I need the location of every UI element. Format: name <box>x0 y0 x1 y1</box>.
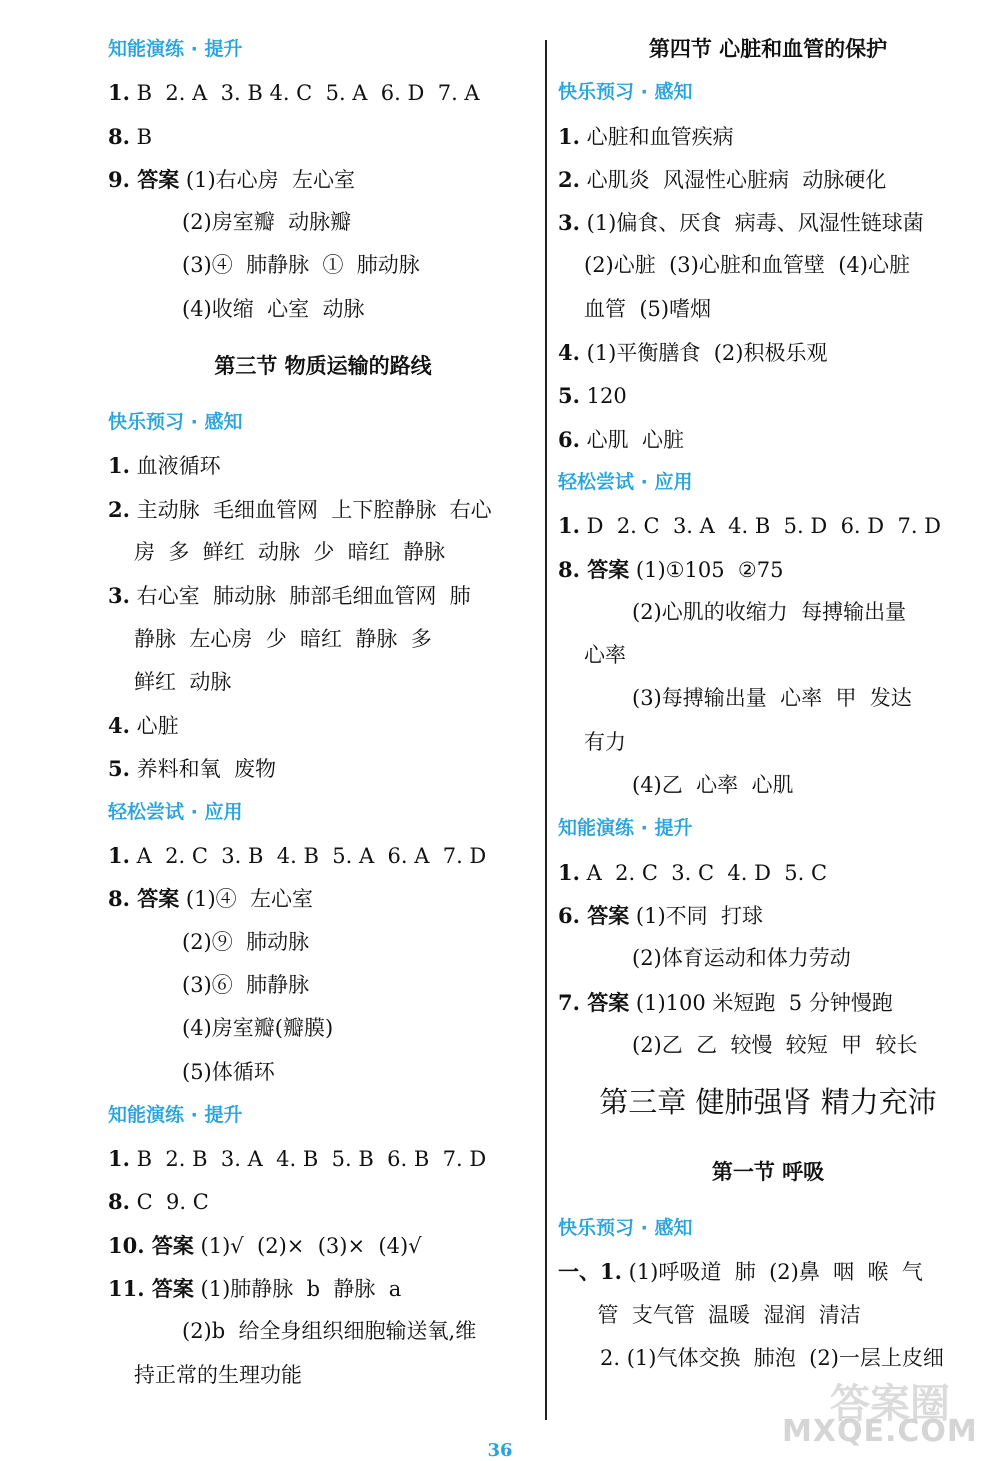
answer-text: 心肌 心脏 <box>586 427 684 452</box>
section-title: 第三节 物质运输的路线 <box>214 354 432 379</box>
question-number: 1. <box>108 843 130 869</box>
question-number: 1. <box>108 453 130 479</box>
answer-line <box>108 1354 538 1397</box>
question-number: 8. <box>108 1189 130 1215</box>
answer-line <box>558 677 978 720</box>
answer-line <box>108 921 538 964</box>
question-number: 一、1. <box>558 1259 622 1285</box>
answer-line <box>558 981 978 1024</box>
question-number: 10. 答案 <box>108 1232 194 1258</box>
answer-text: 2. (1)气体交换 肺泡 (2)一层上皮细 <box>600 1346 944 1371</box>
answer-text: 心率 <box>584 643 626 668</box>
answer-line <box>108 964 538 1007</box>
answer-text: 管 支气管 温暖 湿润 清洁 <box>584 1302 861 1327</box>
answer-text: 120 <box>586 384 627 409</box>
answer-line <box>558 331 978 374</box>
answer-line <box>108 1267 538 1310</box>
answer-line <box>558 851 978 894</box>
question-number: 3. <box>558 210 580 236</box>
answer-text: (1)④ 左心室 <box>185 887 314 912</box>
answer-text: (2)房室瓣 动脉瓣 <box>182 210 352 235</box>
watermark-text: MXQE.COM <box>782 1414 978 1449</box>
question-number: 1. <box>108 1146 130 1172</box>
answer-text: (4)房室瓣(瓣膜) <box>182 1016 334 1041</box>
section-heading: 知能演练 · 提升 <box>108 38 243 60</box>
answer-text: D 2. C 3. A 4. B 5. D 6. D 7. D <box>586 514 942 539</box>
answer-text: 静脉 左心房 少 暗红 静脉 多 <box>134 626 432 651</box>
answer-text: 心肌炎 风湿性心脏病 动脉硬化 <box>586 167 887 192</box>
answer-line <box>108 574 538 617</box>
answer-line <box>108 201 538 244</box>
answer-text: (4)收缩 心室 动脉 <box>182 296 365 321</box>
answer-text: A 2. C 3. C 4. D 5. C <box>586 860 828 885</box>
answer-line <box>558 288 978 331</box>
answer-text: B <box>136 124 153 149</box>
answer-text: 养料和氧 废物 <box>136 757 276 782</box>
question-number: 1. <box>108 80 130 106</box>
question-number: 2. <box>108 496 130 522</box>
answer-line <box>558 548 978 591</box>
answer-text: B 2. A 3. B 4. C 5. A 6. D 7. A <box>136 81 480 106</box>
answer-text: (2)体育运动和体力劳动 <box>632 946 851 971</box>
answer-text: 主动脉 毛细血管网 上下腔静脉 右心 <box>136 497 492 522</box>
answer-text: (1)肺静脉 b 静脉 a <box>200 1277 402 1302</box>
answer-line <box>108 834 538 877</box>
section-title: 第四节 心脏和血管的保护 <box>648 37 888 61</box>
answer-text: A 2. C 3. B 4. B 5. A 6. A 7. D <box>136 844 487 869</box>
section-heading: 快乐预习 · 感知 <box>108 411 243 434</box>
question-number: 1. <box>558 513 580 539</box>
answer-line <box>558 764 978 807</box>
section-heading: 知能演练 · 提升 <box>558 817 693 840</box>
question-number: 11. 答案 <box>108 1276 194 1302</box>
question-number: 4. <box>558 340 580 366</box>
question-number: 1. <box>558 859 580 885</box>
answer-line <box>108 1051 538 1094</box>
section-heading: 快乐预习 · 感知 <box>558 81 693 104</box>
answer-text: (2)心脏 (3)心脏和血管壁 (4)心脏 <box>584 253 910 278</box>
answer-line <box>108 115 538 158</box>
column-divider <box>545 40 547 1420</box>
question-number: 8. <box>108 123 130 149</box>
answer-line <box>108 488 538 531</box>
answer-line <box>558 894 978 937</box>
answer-text: (3)⑥ 肺静脉 <box>182 972 310 997</box>
question-number: 6. 答案 <box>558 902 630 928</box>
answer-line <box>558 504 978 547</box>
section-heading: 轻松尝试 · 应用 <box>558 470 693 493</box>
answer-line <box>558 634 978 677</box>
answer-text: (2)⑨ 肺动脉 <box>182 929 310 954</box>
answer-line <box>108 444 538 487</box>
question-number: 8. 答案 <box>558 556 630 582</box>
answer-text: (1)√ (2)× (3)× (4)√ <box>200 1233 422 1258</box>
answer-line <box>108 531 538 574</box>
answer-text: (1)①105 ②75 <box>635 557 784 582</box>
answer-line <box>108 288 538 331</box>
question-number: 1. <box>558 123 580 149</box>
answer-line <box>108 618 538 661</box>
question-number: 9. 答案 <box>108 166 180 192</box>
answer-line <box>558 1250 978 1293</box>
answer-text: (3)每搏输出量 心率 甲 发达 <box>632 686 912 711</box>
answer-text: 右心室 肺动脉 肺部毛细血管网 肺 <box>136 584 471 609</box>
answer-text: C 9. C <box>136 1190 209 1215</box>
answer-text: 持正常的生理功能 <box>134 1362 302 1387</box>
answer-line <box>108 1007 538 1050</box>
question-number: 3. <box>108 583 130 609</box>
answer-line <box>558 418 978 461</box>
left-column <box>108 28 538 1397</box>
page-number: 36 <box>487 1440 513 1461</box>
answer-text: (2)心肌的收缩力 每搏输出量 <box>632 599 907 624</box>
answer-text: B 2. B 3. A 4. B 5. B 6. B 7. D <box>136 1147 487 1172</box>
answer-line <box>108 244 538 287</box>
answer-line <box>558 115 978 158</box>
answer-text: 有力 <box>584 729 626 754</box>
answer-line <box>558 1024 978 1067</box>
question-number: 8. 答案 <box>108 886 180 912</box>
question-number: 7. 答案 <box>558 989 630 1015</box>
right-column <box>558 28 978 1380</box>
answer-text: (5)体循环 <box>182 1059 275 1084</box>
answer-line <box>108 704 538 747</box>
answer-text: (2)b 给全身组织细胞输送氧,维 <box>182 1319 477 1344</box>
question-number: 5. <box>558 383 580 409</box>
answer-line <box>558 937 978 980</box>
answer-line <box>558 201 978 244</box>
answer-line <box>558 244 978 287</box>
answer-text: 心脏 <box>136 714 179 739</box>
question-number: 5. <box>108 756 130 782</box>
answer-text: (1)呼吸道 肺 (2)鼻 咽 喉 气 <box>628 1260 923 1285</box>
answer-line <box>558 374 978 417</box>
section-heading: 知能演练 · 提升 <box>108 1103 243 1126</box>
answer-line <box>108 1224 538 1267</box>
section-heading: 轻松尝试 · 应用 <box>108 800 243 823</box>
answer-line <box>108 1310 538 1353</box>
section-title: 第一节 呼吸 <box>711 1160 825 1185</box>
answer-line <box>558 1294 978 1337</box>
answer-text: (1)不同 打球 <box>635 903 764 928</box>
question-number: 6. <box>558 426 580 452</box>
answer-text: (1)100 米短跑 5 分钟慢跑 <box>635 990 893 1015</box>
answer-line <box>558 721 978 764</box>
answer-text: (1)平衡膳食 (2)积极乐观 <box>586 341 828 366</box>
question-number: 4. <box>108 713 130 739</box>
answer-text: (1)偏食、厌食 病毒、风湿性链球菌 <box>586 211 924 236</box>
watermark-logo: 答案圈 <box>830 1381 950 1427</box>
answer-line <box>108 1137 538 1180</box>
answer-line <box>108 877 538 920</box>
answer-line <box>108 71 538 114</box>
answer-line <box>108 661 538 704</box>
answer-line <box>558 158 978 201</box>
question-number: 2. <box>558 166 580 192</box>
watermark <box>772 1376 982 1450</box>
answer-text: (4)乙 心率 心肌 <box>632 773 794 798</box>
answer-line <box>108 1180 538 1223</box>
answer-text: 血液循环 <box>136 454 221 479</box>
answer-line <box>108 158 538 201</box>
answer-text: 心脏和血管疾病 <box>586 124 734 149</box>
chapter-title: 第三章 健肺强肾 精力充沛 <box>599 1085 937 1120</box>
answer-text: (1)右心房 左心室 <box>185 167 356 192</box>
answer-text: 鲜红 动脉 <box>134 669 232 694</box>
section-heading: 快乐预习 · 感知 <box>558 1217 693 1240</box>
answer-line <box>108 747 538 790</box>
answer-text: (2)乙 乙 较慢 较短 甲 较长 <box>632 1032 918 1057</box>
answer-line <box>558 591 978 634</box>
answer-text: (3)④ 肺静脉 ① 肺动脉 <box>182 253 420 278</box>
answer-text: 血管 (5)嗜烟 <box>584 296 712 321</box>
answer-text: 房 多 鲜红 动脉 少 暗红 静脉 <box>134 539 446 564</box>
